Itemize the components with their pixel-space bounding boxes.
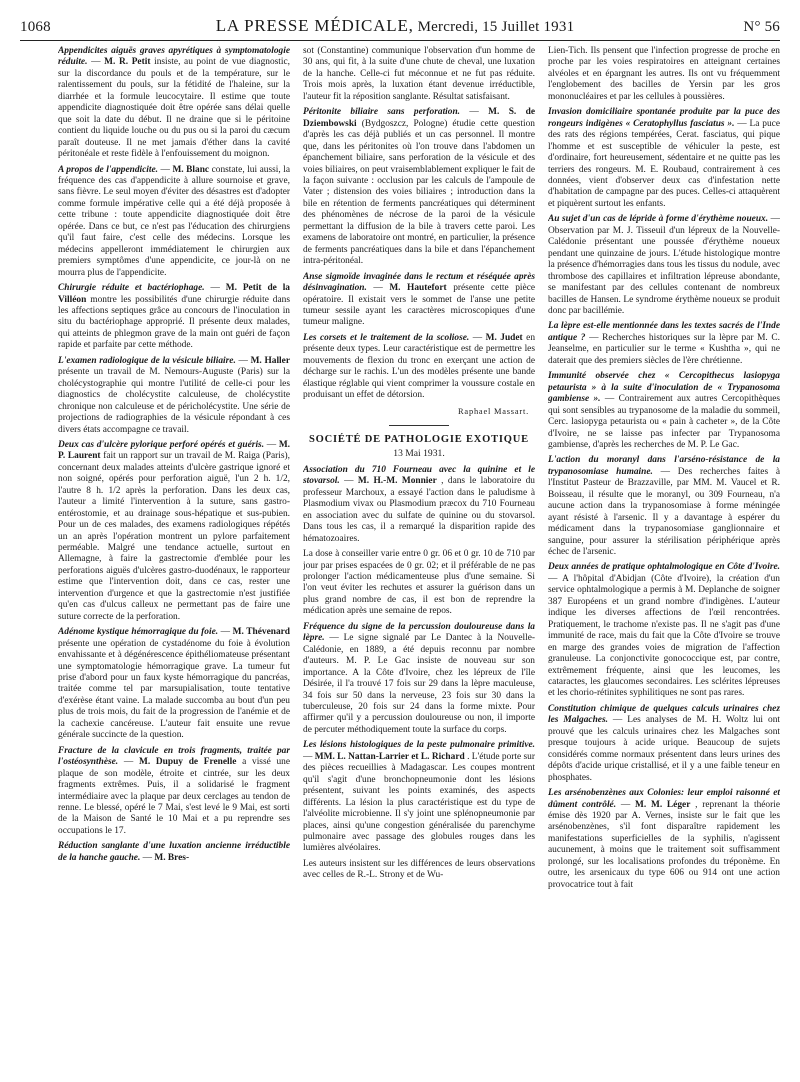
article-title: A propos de l'appendicite. [58, 164, 159, 175]
article-body: Contrairement aux autres Cercopithèques qui sont sensibles au trypanosome de la maladie du sommeil, Cerc. lasiopyga petaurista ou « pain à cacheter », de la Côte d'Ivoire, ne se laisse pas infecter par Trypanosoma gambiense, d'après les recherches de M. P. Le Gac. [548, 394, 780, 450]
article-paragraph: Les lésions histologiques de la peste pulmonaire primitive. — MM. L. Nattan-Larrier et L. Richard . L'étude porte sur des pièces recueillies à Madagascar. Les coupes montrent qu'il s'agit d'une bronchopneumonie dont les lésions présentent, suivant les points examinés, des aspects différents. La lésion la plus caractéristique est du type de l'alvéolite microbienne. Il s'y joint une splénopneumonie par places, ainsi qu'une congestion généralisée du parenchyme pulmonaire avec passage des globules rouges dans les lumières alvéolaires. [303, 740, 535, 854]
article-paragraph: Les arsénobenzènes aux Colonies: leur emploi raisonné et dûment contrôlé. — M. M. Léger , reprenant la théorie émise dès 1920 par A. Vernes, insiste sur le fait que les arsénobenzènes, s'il font disparaître rapidement les manifestations superficielles de la syphilis, n'agissent aucunement, à moins que le traitement soit suffisamment prolongé, sur les localisations profondes du tréponème. En outre, les arsenicaux du type 606 ou 914 ont une action provocatrice tout à fait [548, 788, 780, 890]
column-2-part-b [303, 465, 535, 882]
article-paragraph: Invasion domiciliaire spontanée produite par la puce des rongeurs indigènes « Ceratophyllus fasciatus ». — La puce des rats des régions tempérées, Cerat. fasciatus, qui pique l'homme et est susceptible de véhiculer la peste, est d'ordinaire, fort heureusement, sédentaire et ne quitte pas les terriers des rongeurs. M. E. Roubaud, contrairement à ces données, vient d'observer deux cas d'infestation nette d'habitation de campagne par des puces. Celles-ci attaquèrent et piquèrent surtout les enfants. [548, 107, 780, 209]
article-title: Réduction sanglante d'une luxation ancienne irréductible de la hanche gauche. [58, 841, 290, 863]
article-body: Le signe signalé par Le Dantec à la Nouvelle-Calédonie, en 1889, a été depuis reconnu par nombre d'auteurs. M. P. Le Gac insiste de nouveau sur son importance. A la Côte d'Ivoire, chez les lépreux de l'île Désirée, il l'a trouvé 17 fois sur 29 dans la lèpre maculeuse, 34 fois sur 50 dans la nerveuse, 23 fois sur 30 dans la tuberculeuse, 20 fois sur 24 dans la forme mixte. Pour affirmer qu'il y a percussion douloureuse ou non, il importe de percuter méthodiquement toute la surface du corps. [303, 633, 535, 735]
article-title: Les arsénobenzènes aux Colonies: leur emploi raisonné et dûment contrôlé. [548, 788, 780, 810]
article-paragraph: Anse sigmoïde invaginée dans le rectum et réséquée après désinvagination. — M. Hautefort présente cette pièce opératoire. Il existait vers le sommet de l'anse une petite tumeur sessile ayant les caractères microscopiques d'une tumeur maligne. [303, 271, 535, 328]
article-author: M. Hautefort [389, 283, 447, 294]
article-author: M. H.-M. Monnier [357, 476, 437, 487]
article-author: M. Thévenard [232, 627, 290, 638]
article-author: M. Petit de la Villéon [58, 283, 290, 305]
article-body: A l'hôpital d'Abidjan (Côte d'Ivoire), la création d'un service ophtalmologique a permis à M. Deplanche de soigner 387 Européens et un grand nombre d'indigènes. L'auteur indique les diverses affections de l'œil rencontrées. Pratiquement, le trachome n'existe pas. Il ne s'agit pas d'une immunité de race, mais du fait que la Côte d'Ivoire se trouve en marge des grandes voies de migration de l'affection granuleuse. La conjonctivite gonococcique est, par contre, extrêmement fréquente, ainsi que les leucomes, les cataractes, les glaucomes secondaires. Les sclérites lépreuses et les chorio-rétinites syphilitiques ne sont pas rares. [548, 573, 780, 699]
article-author: M. R. Petit [104, 57, 151, 68]
article-body: a vissé une plaque de son modèle, étroite et cintrée, sur les deux fragments extrêmes. Puis, il a solidarisé le fragment intermédiaire avec la plaque par deux cerclages au tendon de renne. Le blessé, opéré le 7 Mai, s'est levé le 9 Mai, est sorti de la Maison de Santé le 10 Mai et a pu reprendre ses occupations le 17. [58, 757, 290, 836]
article-body: La puce des rats des régions tempérées, Cerat. fasciatus, qui pique l'homme et est susceptible de véhiculer la peste, est d'ordinaire, fort heureusement, sédentaire et ne quitte pas les terriers des rongeurs. M. E. Roubaud, contrairement à ces données, vient d'observer deux cas d'infestation nette d'habitation de campagne par des puces. Celles-ci attaquèrent et piquèrent surtout les enfants. [548, 118, 780, 209]
section-date: 13 Mai 1931. [393, 447, 445, 459]
article-paragraph: Fréquence du signe de la percussion douloureuse dans la lèpre. — Le signe signalé par Le Dantec à la Nouvelle-Calédonie, en 1889, a été depuis reconnu par nombre d'auteurs. M. P. Le Gac insiste de nouveau sur son importance. A la Côte d'Ivoire, chez les lépreux de l'île Désirée, il l'a trouvé 17 fois sur 29 dans la lèpre maculeuse, 34 fois sur 50 dans la nerveuse, 23 fois sur 30 dans la tuberculeuse, 20 fois sur 24 dans la forme mixte. Pour affirmer qu'il y a percussion douloureuse ou non, il importe de percuter méthodiquement toute la surface du corps. [303, 621, 535, 735]
running-title [90, 16, 700, 36]
journal-name: LA PRESSE MÉDICALE, [215, 16, 414, 35]
article-paragraph: La lèpre est-elle mentionnée dans les textes sacrés de l'Inde antique ? — Recherches historiques sur la lèpre par M. C. Jeanselme, en particulier sur le terme « Kushtha », qui ne daterait que des premiers siècles de l'ère chrétienne. [548, 321, 780, 366]
article-title: Association du 710 Fourneau avec la quinine et le stovarsol. [303, 464, 535, 487]
article-title: Immunité observée chez « Cercopithecus lasiopyga petaurista » à la suite d'inoculation de « Trypanosoma gambiense ». [548, 371, 780, 405]
article-author: MM. L. Nattan-Larrier et L. Richard [314, 751, 465, 762]
article-body: Des recherches faites à l'Institut Pasteur de Brazzaville, par MM. M. Vaucel et R. Boisseau, il résulte que le moranyl, ou 309 Fourneau, n'a aucune action dans la trypanosomiase à forme méningée ayant résisté à l'arsenic. Il y a davantage à espérer du médicament dans la trypanosomiase ganglionnaire et sanguine, pour assurer la stérilisation périphérique après échec de l'arsenic. [548, 466, 780, 558]
article-paragraph: Constitution chimique de quelques calculs urinaires chez les Malgaches. — Les analyses de M. H. Woltz lui ont prouvé que les calculs urinaires chez les Malgaches sont presque toujours à acide urique. Beaucoup de sujets considérés comme normaux présentent dans leurs urines des dépôts d'acide urique cristallisé, et il y a une faible teneur en phosphates. [548, 703, 780, 783]
article-title: Adénome kystique hémorragique du foie. [58, 627, 219, 638]
article-paragraph: Les corsets et le traitement de la scoliose. — M. Judet en présente deux types. Leur caractéristique est de permettre les mouvements de flexion du tronc en exerçant une action de décharge sur le rachis. L'un des modèles présente une bande élastique réglable qui vient comprimer la voussure costale en produisant un effet de détorsion. [303, 332, 535, 401]
section-title: SOCIÉTÉ DE PATHOLOGIE EXOTIQUE [309, 434, 529, 446]
article-title: Appendicites aiguës graves apyrétiques à symptomatologie réduite. [58, 46, 290, 68]
article-paragraph: Appendicites aiguës graves apyrétiques à symptomatologie réduite. — M. R. Petit insiste, au point de vue diagnostic, sur la discordance du pouls et de la température, sur le ralentissement du pouls, sur la fétidité de l'haleine, sur la diarrhée et la formule leucocytaire. Il estime que toute appendicite diagnostiquée doit être opérée sans délai quelle que soit la date du début. Il ne draine que si le péritoine contient du liquide louche ou du pus ou si la paroi du cæcum paraît douteuse. Il ne met jamais d'éther dans la cavité péritonéale et reste fidèle à l'enfouissement du moignon. [58, 46, 290, 160]
article-body: Observation par M. J. Tisseuil d'un lépreux de la Nouvelle-Calédonie présentant une poussée d'érythème noueux pendant une quinzaine de jours. L'étude histologique montre la présence d'hémorragies dans tous les tissus du nodule, avec thrombose des capillaires et infiltration lépreuse abondante, se manifestant par des cellules contenant de nombreux bacilles de Hansen. Le syndrome érythème noueux se produit donc par bacillémie. [548, 225, 780, 316]
column-2-part-a [303, 46, 535, 402]
article-body: montre les possibilités d'une chirurgie réduite dans les affections septiques grâce au concours de l'inoculation in situ du bactériophage approprié. Il présente deux malades, qui atteints de phlegmon grave de la main ont guéri de façon rapide et parfaite par cette méthode. [58, 294, 290, 351]
column-2 [303, 46, 535, 1066]
article-paragraph: Association du 710 Fourneau avec la quinine et le stovarsol. — M. H.-M. Monnier , dans le laboratoire du professeur Marchoux, a essayé l'action dans le paludisme à Plasmodium vivax ou Plasmodium præcox du 710 Fourneau en association avec du sulfate de quinine ou du stovarsol. Dans tous les cas, il a remarqué la disparition rapide des hématozoaires. [303, 464, 535, 544]
column-3 [548, 46, 780, 1066]
article-paragraph: Deux cas d'ulcère pylorique perforé opérés et guéris. — M. P. Laurent fait un rapport sur un travail de M. Raiga (Paris), concernant deux malades atteints d'ulcère gastrique ignoré et non soigné, opérés pour perforation aiguë, l'un 2 h. 1/2, l'autre 8 h. 1/2 après la perforation. Dans les deux cas, l'auteur a limité l'intervention à la suture, sans gastro-entérostomie, et au drainage sous-hépatique et sus-pubien. Pour un de ces malades, des examens radiologiques répétés un an après l'opération montrent un pylore parfaitement perméable. Malgré une tendance actuelle, surtout en Allemagne, à faire la gastrectomie d'emblée pour les perforations aiguës d'ulcères gastro-duodénaux, le rapporteur estime que l'intervention doit, dans ce cas, rester une intervention d'urgence et que la gastrectomie n'est justifiée qu'en cas d'ulcus calleux ne permettant pas de faire une suture correcte de la perforation. [58, 439, 290, 622]
article-paragraph: Au sujet d'un cas de lépride à forme d'érythème noueux. — Observation par M. J. Tisseuil d'un lépreux de la Nouvelle-Calédonie présentant une poussée d'érythème noueux pendant une quinzaine de jours. L'étude histologique montre la présence d'hémorragies dans tous les tissus du nodule, avec thrombose des capillaires et infiltration lépreuse abondante, se manifestant par des cellules contenant de nombreux bacilles de Hansen. Le syndrome érythème noueux se produit donc par bacillémie. [548, 214, 780, 316]
article-title: Les corsets et le traitement de la scoliose. [303, 332, 470, 343]
issue-number: N° 56 [743, 19, 780, 35]
section-separator [389, 425, 449, 426]
article-title: Constitution chimique de quelques calculs urinaires chez les Malgaches. [548, 703, 780, 726]
article-paragraph: Adénome kystique hémorragique du foie. — M. Thévenard présente une opération de cystadénome du foie à évolution envahissante et à dégénérescence épithéliomateuse présentant une symptomatologie hémorragique grave. La tumeur fut prise d'abord pour un faux kyste hémorragique du pancréas, traitée comme tel par marsupialisation, toute tentative d'exérèse étant vaine. La malade succomba au bout d'un peu plus de trois mois, du fait de la progression de l'anémie et de la cachexie cancéreuse. L'auteur fait ensuite une revue générale succincte de la question. [58, 627, 290, 741]
article-body: Les auteurs insistent sur les différences de leurs observations avec celles de R.-L. Strony et de Wu- [303, 858, 535, 881]
article-body: insiste, au point de vue diagnostic, sur la discordance du pouls et de la température, sur le ralentissement du pouls, sur la fétidité de l'haleine, sur la diarrhée et la formule leucocytaire. Il estime que toute appendicite diagnostiquée doit être opérée sans délai quelle que soit la date du début. Il ne draine que si le péritoine contient du liquide louche ou du pus ou si la paroi du cæcum paraît douteuse. Il ne met jamais d'éther dans la cavité péritonéale et reste fidèle à l'enfouissement du moignon. [58, 57, 290, 160]
article-paragraph: Péritonite biliaire sans perforation. — M. S. de Dziembowski (Bydgoszcz, Pologne) étudie cette question d'après les cas déjà publiés et un cas personnel. Il montre que, dans les péritonites où l'on trouve dans l'abdomen un épanchement biliaire, sans perforation de la vésicule et des voies biliaires, on peut vraisemblablement expliquer le fait de la façon suivante : occlusion par les calculs de l'ampoule de Vater ; distension des voies biliaires ; introduction dans la bile en rétention de ferments pancréatiques qui déterminent des phénomènes de nécrose de la paroi de la vésicule permettant la diffusion de la bile à travers cette paroi. Les examens de laboratoire ont montré, en particulier, la présence de ferments pancréatiques dans la bile et dans l'épanchement intra-péritonéal. [303, 107, 535, 267]
article-title: Péritonite biliaire sans perforation. [303, 107, 461, 118]
article-body: Les analyses de M. H. Woltz lui ont prouvé que les calculs urinaires chez les Malgaches sont presque toujours à acide urique. Beaucoup de sujets considérés comme normaux présentent dans leurs urines des dépôts d'acide urique cristallisé, et il y a une faible teneur en phosphates. [548, 715, 780, 783]
article-body: présente un travail de M. Nemours-Auguste (Paris) sur la cholécystographie qui montre l'utilité de celle-ci pour les diagnostics de cholécystite calculeuse, de cholécystite chronique non calculeuse et de péricholécystite. Une série de projections de radiographies de la vésicule répondant à ces divers états accompagne ce travail. [58, 367, 290, 435]
article-title: Chirurgie réduite et bactériophage. [58, 283, 205, 294]
column-1 [58, 46, 290, 1066]
article-author: M. Haller [250, 355, 290, 366]
page-number: 1068 [20, 19, 51, 35]
article-title: Fracture de la clavicule en trois fragments, traitée par l'ostéosynthèse. [58, 745, 290, 768]
article-paragraph [303, 859, 535, 882]
article-author: M. Blanc [172, 164, 210, 175]
article-title: Anse sigmoïde invaginée dans le rectum et réséquée après désinvagination. [303, 271, 535, 294]
article-title: L'examen radiologique de la vésicule biliaire. [58, 355, 236, 366]
article-paragraph: Réduction sanglante d'une luxation ancienne irréductible de la hanche gauche. — M. Bres- [58, 841, 290, 863]
article-body: présente une opération de cystadénome du foie à évolution envahissante et à dégénérescence épithéliomateuse présentant une symptomatologie hémorragique grave. La tumeur fut prise d'abord pour un faux kyste hémorragique du pancréas, traitée comme tel par marsupialisation, toute tentative d'exérèse étant vaine. La malade succomba au bout d'un peu plus de trois mois, du fait de la progression de l'anémie et de la cachexie cancéreuse. L'auteur fait ensuite une revue générale succincte de la question. [58, 638, 290, 741]
article-paragraph: Chirurgie réduite et bactériophage. — M. Petit de la Villéon montre les possibilités d'une chirurgie réduite dans les affections septiques grâce au concours de l'inoculation in situ du bactériophage approprié. Il présente deux malades, qui atteints de phlegmon grave de la main ont guéri de façon rapide et parfaite par cette méthode. [58, 283, 290, 351]
page-header [20, 16, 780, 36]
article-author: M. M. Léger [635, 799, 691, 810]
article-author: M. S. de Dziembowski [303, 107, 535, 129]
article-body: (Bydgoszcz, Pologne) étudie cette question d'après les cas déjà publiés et un cas personnel. Il montre que, dans les péritonites où l'on trouve dans l'abdomen un épanchement biliaire, sans perforation de la vésicule et des voies biliaires, on peut vraisemblablement expliquer le fait de la façon suivante : occlusion par les calculs de l'ampoule de Vater ; distension des voies biliaires ; introduction dans la bile en rétention de ferments pancréatiques qui déterminent des phénomènes de nécrose de la paroi de la vésicule permettant la diffusion de la bile à travers cette paroi. Les examens de laboratoire ont montré, en particulier, la présence de ferments pancréatiques dans la bile et dans l'épanchement intra-péritonéal. [303, 118, 535, 267]
article-paragraph [548, 46, 780, 103]
article-title: Deux années de pratique ophtalmologique en Côte d'Ivoire. [548, 562, 780, 573]
article-body: en présente deux types. Leur caractéristique est de permettre les mouvements de flexion du tronc en exerçant une action de décharge sur le rachis. L'un des modèles présente une bande élastique réglable qui vient comprimer la voussure costale en produisant un effet de détorsion. [303, 332, 535, 401]
article-body: Lien-Tich. Ils pensent que l'infection progresse de proche en proche par les voies respiratoires en atteignant certaines alvéoles et en épargnant les autres. Ils ont vu fréquemment l'englobement des bacilles de Yersin par les gros mononucléaires et par les cellules à poussières. [548, 46, 780, 102]
article-paragraph: Fracture de la clavicule en trois fragments, traitée par l'ostéosynthèse. — M. Dupuy de Frenelle a vissé une plaque de son modèle, étroite et cintrée, sur les deux fragments extrêmes. Puis, il a solidarisé le fragment intermédiaire avec la plaque par deux cerclages au tendon de renne. Le blessé, opéré le 7 Mai, s'est levé le 9 Mai, est sorti de la Maison de Santé le 10 Mai et a pu reprendre ses occupations le 17. [58, 745, 290, 836]
article-paragraph: L'action du moranyl dans l'arséno-résistance de la trypanosomiase humaine. — Des recherches faites à l'Institut Pasteur de Brazzaville, par MM. M. Vaucel et R. Boisseau, il résulte que le moranyl, ou 309 Fourneau, n'a aucune action dans la trypanosomiase à forme méningée ayant résisté à l'arsenic. Il y a davantage à espérer du médicament dans la trypanosomiase ganglionnaire et sanguine, pour assurer la stérilisation périphérique après échec de l'arsenic. [548, 455, 780, 558]
article-title: Fréquence du signe de la percussion douloureuse dans la lèpre. [303, 621, 535, 644]
article-author: M. Bres- [154, 852, 190, 863]
article-author: M. P. Laurent [58, 439, 290, 462]
article-title: Invasion domiciliaire spontanée produite par la puce des rongeurs indigènes « Ceratophyllus fasciatus ». [548, 107, 780, 129]
article-paragraph: Immunité observée chez « Cercopithecus lasiopyga petaurista » à la suite d'inoculation de « Trypanosoma gambiense ». — Contrairement aux autres Cercopithèques qui sont sensibles au trypanosome de la maladie du sommeil, Cerc. lasiopyga petaurista ou « pain à cacheter », de la Côte d'Ivoire, ne se laisse pas infecter par Trypanosoma gambiense, d'après les recherches de M. P. Le Gac. [548, 371, 780, 450]
article-paragraph [303, 46, 535, 103]
article-author: M. Judet [485, 332, 523, 343]
article-columns [58, 46, 780, 1066]
header-rule [20, 40, 780, 41]
article-body: , reprenant la théorie émise dès 1920 par A. Vernes, insiste sur le fait que les arsénobenzènes, s'il font disparaître rapidement les manifestations superficielles de la syphilis, n'agissent aucunement, à moins que le traitement soit suffisamment prolongé, sur les localisations profondes du tréponème. En outre, les arsenicaux du type 606 ou 914 ont une action provocatrice tout à fait [548, 799, 780, 890]
article-paragraph: L'examen radiologique de la vésicule biliaire. — M. Haller présente un travail de M. Nemours-Auguste (Paris) sur la cholécystographie qui montre l'utilité de celle-ci pour les diagnostics de cholécystite calculeuse, de cholécystite chronique non calculeuse et de péricholécystite. Une série de projections de radiographies de la vésicule répondant à ces divers états accompagne ce travail. [58, 355, 290, 435]
article-title: Au sujet d'un cas de lépride à forme d'érythème noueux. [548, 214, 769, 225]
article-body: fait un rapport sur un travail de M. Raiga (Paris), concernant deux malades atteints d'ulcère gastrique ignoré et non soigné, opérés pour perforation aiguë, l'un 2 h. 1/2, l'autre 8 h. 1/2 après la perforation. Dans les deux cas, l'auteur a limité l'intervention à la suture, sans gastro-entérostomie, et au drainage sous-hépatique et sus-pubien. Pour un de ces malades, des examens radiologiques répétés un an après l'opération montrent un pylore parfaitement perméable. Malgré une tendance actuelle, surtout en Allemagne, à faire la gastrectomie d'emblée pour les perforations aiguës d'ulcères gastro-duodénaux, le rapporteur estime que l'intervention doit, dans ce cas, rester une intervention d'urgence et que la gastrectomie n'est justifiée qu'en cas d'ulcus calleux ne permettant pas de faire une suture correcte de la perforation. [58, 451, 290, 622]
article-author: M. Dupuy de Frenelle [138, 757, 237, 768]
article-body: sot (Constantine) communique l'observation d'un homme de 30 ans, qui fit, à la suite d'une chute de cheval, une luxation de la hanche. Celle-ci fut méconnue et ne fut pas réduite. Trois mois après, la luxation étant devenue irréductible, l'auteur fit la réposition sanglante. Résultat satisfaisant. [303, 46, 535, 102]
article-body: . L'étude porte sur des pièces recueillies à Madagascar. Les coupes montrent qu'il s'agit d'une bronchopneumonie dont les lésions présentent, suivant les points examinés, des aspects différents. La lésion la plus caractéristique est du type de l'alvéolite microbienne. Il s'y joint une splénopneumonie par places, ainsi qu'une congestion généralisée du parenchyme pulmonaire avec passage des globules rouges dans les lumières alvéolaires. [303, 751, 535, 854]
article-title: Deux cas d'ulcère pylorique perforé opérés et guéris. [58, 439, 265, 450]
article-title: L'action du moranyl dans l'arséno-résistance de la trypanosomiase humaine. [548, 455, 780, 477]
article-body: La dose à conseiller varie entre 0 gr. 06 et 0 gr. 10 de 710 par jour par prises espacées de 0 gr. 02; et il préférable de ne pas prolonger l'action médicamenteuse plus d'une semaine. Si l'on veut éviter les rechutes et assurer la guérison dans un plus grand nombre de cas, il est bon de reprendre la médication après une semaine de repos. [303, 549, 535, 617]
article-paragraph: Deux années de pratique ophtalmologique en Côte d'Ivoire. — A l'hôpital d'Abidjan (Côte d'Ivoire), la création d'un service ophtalmologique a permis à M. Deplanche de soigner 387 Européens et un grand nombre d'indigènes. L'auteur indique les diverses affections de l'œil rencontrées. Pratiquement, le trachome n'existe pas. Il ne s'agit pas d'une immunité de race, mais du fait que la Côte d'Ivoire se trouve en marge des grandes voies de migration de l'affection granuleuse. La conjonctivite gonococcique est, par contre, extrêmement fréquente, ainsi que les leucomes, les cataractes, les glaucomes secondaires. Les sclérites lépreuses et les chorio-rétinites syphilitiques ne sont pas rares. [548, 562, 780, 699]
article-paragraph: A propos de l'appendicite. — M. Blanc constate, lui aussi, la fréquence des cas d'appendicite à allure sournoise et grave, sans fièvre. Le seul moyen d'éviter des désastres est d'adopter comme formule impérative celle qui a été déjà proposée à cette tribune : toute appendicite diagnostiquée doit être opérée. Dans ce but, ce n'est pas l'éducation des chirurgiens qu'il faut faire, c'est celle des médecins. Lorsque les médecins appelleront immédiatement le chirurgien aux premiers symptômes d'une appendicite, ce jour-là on ne mourra plus de l'appendicite. [58, 164, 290, 278]
article-body: présente cette pièce opératoire. Il existait vers le sommet de l'anse une petite tumeur sessile ayant les caractères microscopiques d'une tumeur maligne. [303, 283, 535, 328]
signature: Raphael Massart. [458, 406, 529, 416]
article-body: Recherches historiques sur la lèpre par M. C. Jeanselme, en particulier sur le terme « Kushtha », qui ne daterait que des premiers siècles de l'ère chrétienne. [548, 332, 780, 366]
article-title: Les lésions histologiques de la peste pulmonaire primitive. [303, 740, 535, 751]
article-body: , dans le laboratoire du professeur Marchoux, a essayé l'action dans le paludisme à Plasmodium vivax ou Plasmodium præcox du 710 Fourneau en association avec du sulfate de quinine ou du stovarsol. Dans tous les cas, il a remarqué la disparition rapide des hématozoaires. [303, 476, 535, 544]
article-body: constate, lui aussi, la fréquence des cas d'appendicite à allure sournoise et grave, sans fièvre. Le seul moyen d'éviter des désastres est d'adopter comme formule impérative celle qui a été déjà proposée à cette tribune : toute appendicite diagnostiquée doit être opérée. Dans ce but, ce n'est pas l'éducation des chirurgiens qu'il faut faire, c'est celle des médecins. Lorsque les médecins appelleront immédiatement le chirurgien aux premiers symptômes d'une appendicite, ce jour-là on ne mourra plus de l'appendicite. [58, 164, 290, 278]
issue-date: Mercredi, 15 Juillet 1931 [417, 19, 575, 35]
article-title: La lèpre est-elle mentionnée dans les textes sacrés de l'Inde antique ? [548, 321, 780, 343]
article-paragraph [303, 549, 535, 618]
